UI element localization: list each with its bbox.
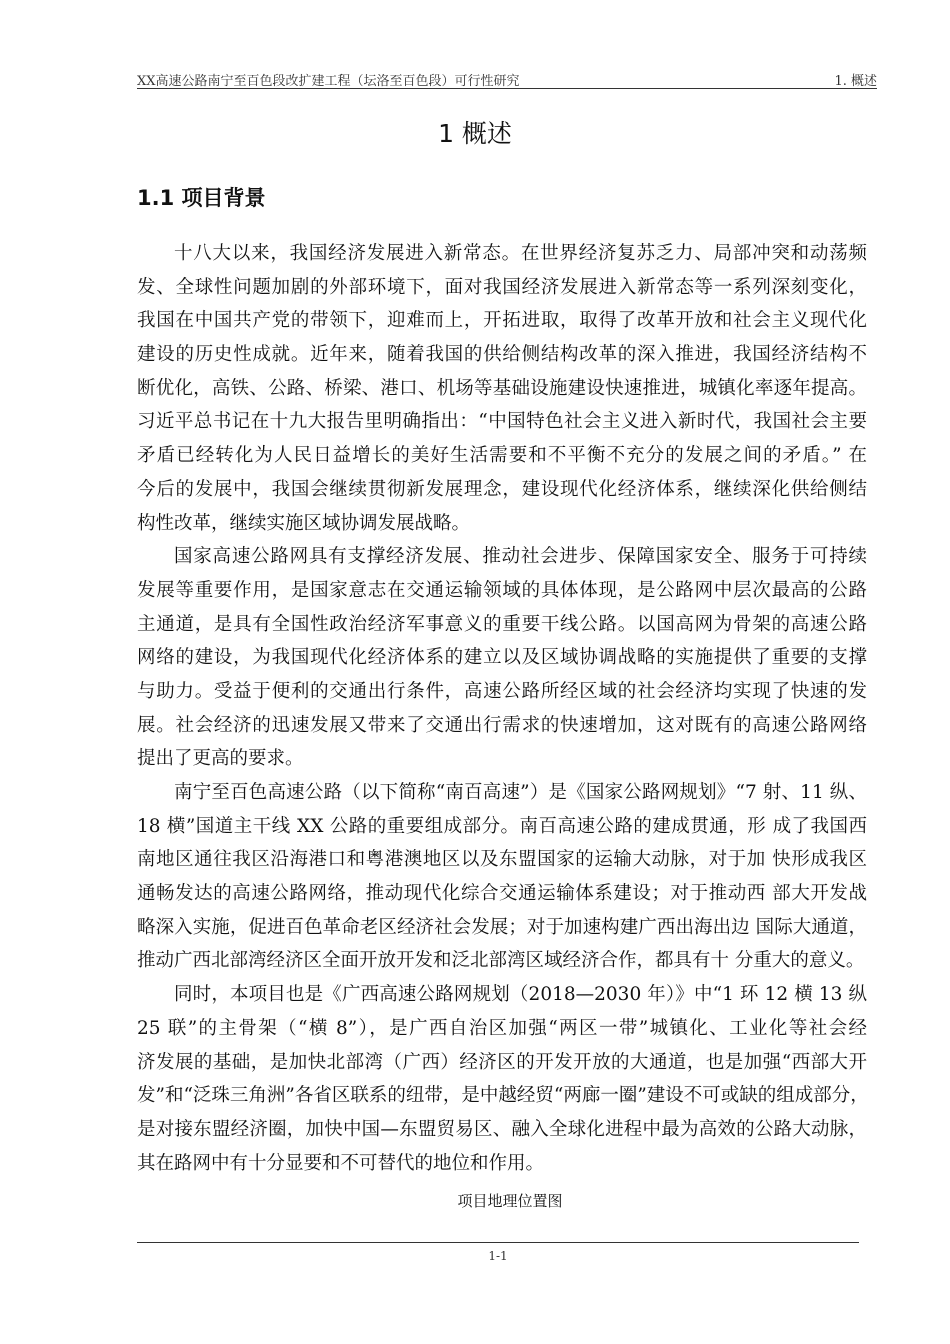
text-line: 展。社会经济的迅速发展又带来了交通出行需求的快速增加，这对既有的高速公路网络 bbox=[137, 714, 867, 736]
text-line: 略深入实施，促进百色革命老区经济社会发展；对于加速构建广西出海出边 国际大通道， bbox=[137, 916, 867, 938]
text-line: 发、全球性问题加剧的外部环境下，面对我国经济发展进入新常态等一系列深刻变化， bbox=[137, 276, 867, 298]
text-line: 18 横”国道主干线 XX 公路的重要组成部分。南百高速公路的建成贯通，形 成了我国西 bbox=[137, 815, 867, 837]
text-line: 发展等重要作用，是国家意志在交通运输领域的具体体现，是公路网中层次最高的公路 bbox=[137, 579, 867, 601]
text-line: 25 联”的主骨架（“横 8”），是广西自治区加强“两区一带”城镇化、工业化等社会经 bbox=[137, 1017, 867, 1039]
document-body bbox=[137, 237, 867, 1180]
text-line: 国家高速公路网具有支撑经济发展、推动社会进步、保障国家安全、服务于可持续 bbox=[174, 546, 867, 568]
paragraph bbox=[137, 978, 867, 1180]
text-line: 是对接东盟经济圈，加快中国—东盟贸易区、融入全球化进程中最为高效的公路大动脉， bbox=[137, 1118, 867, 1140]
text-line: 通畅发达的高速公路网络，推动现代化综合交通运输体系建设；对于推动西 部大开发战 bbox=[137, 883, 867, 905]
text-line: 我国在中国共产党的带领下，迎难而上，开拓进取，取得了改革开放和社会主义现代化 bbox=[137, 310, 867, 332]
text-line: 同时，本项目也是《广西高速公路网规划（2018—2030 年）》中“1 环 12 横 13 纵 bbox=[174, 984, 867, 1006]
text-line: 十八大以来，我国经济发展进入新常态。在世界经济复苏乏力、局部冲突和动荡频 bbox=[174, 243, 867, 264]
text-line: 习近平总书记在十九大报告里明确指出：“中国特色社会主义进入新时代，我国社会主要 bbox=[137, 411, 867, 433]
footer-divider bbox=[137, 1242, 859, 1243]
text-line: 主通道，是具有全国性政治经济军事意义的重要干线公路。以国高网为骨架的高速公路 bbox=[137, 613, 867, 635]
header-document-title: XX高速公路南宁至百色段改扩建工程（坛洛至百色段）可行性研究 bbox=[137, 74, 520, 89]
section-heading: 1.1 项目背景 bbox=[137, 186, 266, 210]
text-line: 推动广西北部湾经济区全面开放开发和泛北部湾区域经济合作，都具有十 分重大的意义。 bbox=[137, 950, 865, 972]
text-line: 发”和“泛珠三角洲”各省区联系的纽带，是中越经贸“两廊一圈”建设不可或缺的组成部分， bbox=[137, 1085, 869, 1107]
text-line: 与助力。受益于便利的交通出行条件，高速公路所经区域的社会经济均实现了快速的发 bbox=[137, 680, 867, 702]
page-header bbox=[137, 68, 877, 89]
text-line: 济发展的基础，是加快北部湾（广西）经济区的开发开放的大通道，也是加强“西部大开 bbox=[137, 1051, 867, 1073]
text-line: 网络的建设，为我国现代化经济体系的建立以及区域协调战略的实施提供了重要的支撑 bbox=[137, 647, 867, 669]
text-line: 建设的历史性成就。近年来，随着我国的供给侧结构改革的深入推进，我国经济结构不 bbox=[137, 344, 867, 366]
paragraph bbox=[137, 776, 867, 978]
paragraph bbox=[137, 237, 867, 540]
text-line: 其在路网中有十分显要和不可替代的地位和作用。 bbox=[137, 1152, 545, 1174]
text-line: 南宁至百色高速公路（以下简称“南百高速”）是《国家公路网规划》“7 射、11 纵、 bbox=[174, 782, 867, 803]
page-number: 1-1 bbox=[488, 1249, 508, 1263]
text-line: 构性改革，继续实施区域协调发展战略。 bbox=[137, 512, 471, 534]
chapter-title: 1 概述 bbox=[438, 119, 512, 148]
text-line: 提出了更高的要求。 bbox=[137, 748, 304, 770]
header-chapter: 1. 概述 bbox=[834, 74, 877, 89]
text-line: 断优化，高铁、公路、桥梁、港口、机场等基础设施建设快速推进，城镇化率逐年提高。 bbox=[137, 377, 867, 399]
figure-caption: 项目地理位置图 bbox=[457, 1192, 563, 1210]
text-line: 矛盾已经转化为人民日益增长的美好生活需要和不平衡不充分的发展之间的矛盾。” 在 bbox=[137, 445, 867, 467]
text-line: 今后的发展中，我国会继续贯彻新发展理念，建设现代化经济体系，继续深化供给侧结 bbox=[137, 478, 867, 500]
paragraph bbox=[137, 540, 867, 776]
text-line: 南地区通往我区沿海港口和粤港澳地区以及东盟国家的运输大动脉，对于加 快形成我区 bbox=[137, 849, 867, 871]
